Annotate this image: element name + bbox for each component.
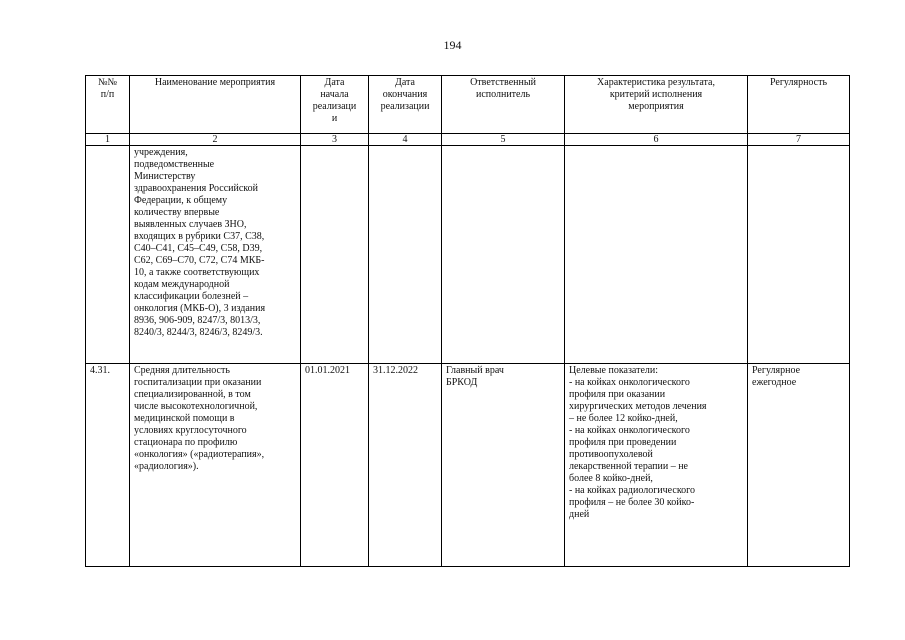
header-name: Наименование мероприятия — [130, 76, 301, 134]
table-row — [86, 146, 850, 364]
row-regularity — [748, 146, 850, 364]
column-number: 5 — [442, 134, 565, 146]
row-regularity: Регулярное ежегодное — [748, 364, 850, 567]
column-number: 6 — [565, 134, 748, 146]
row-result: Целевые показатели: - на койках онкологического профиля при оказании хирургических методов лечения – не более 12 койко-дней, - на койках онкологического профиля при проведении противоопухолевой лекарственной терапии – не более 8 койко-дней, - на койках радиологического профиля – не более 30 койко- дней — [565, 364, 748, 567]
row-responsible: Главный врач БРКОД — [442, 364, 565, 567]
row-name: Средняя длительность госпитализации при оказании специализированной, в том числе высокотехнологичной, медицинской помощи в условиях круглосуточного стационара по профилю «онкология» («радиотерапия», «радиология»). — [130, 364, 301, 567]
row-result — [565, 146, 748, 364]
column-number-row — [86, 134, 850, 146]
header-result: Характеристика результата, критерий исполнения мероприятия — [565, 76, 748, 134]
row-num: 4.31. — [86, 364, 130, 567]
page-number: 194 — [443, 38, 462, 52]
row-responsible — [442, 146, 565, 364]
header-num: №№ п/п — [86, 76, 130, 134]
column-number: 4 — [369, 134, 442, 146]
column-number: 2 — [130, 134, 301, 146]
column-number: 7 — [748, 134, 850, 146]
header-start-date: Дата начала реализаци и — [301, 76, 369, 134]
row-name: учреждения, подведомственные Министерству здравоохранения Российской Федерации, к общему количеству впервые выявленных случаев ЗНО, входящих в рубрики С37, С38, С40–С41, С45–С49, С58, D39, С62, С69–С70, С72, С74 МКБ- 10, а также соответствующих кодам международной классификации болезней – онкология (МКБ-О), 3 издания 8936, 906-909, 8247/3, 8013/3, 8240/3, 8244/3, 8246/3, 8249/3. — [130, 146, 301, 364]
column-number: 1 — [86, 134, 130, 146]
row-start-date — [301, 146, 369, 364]
header-responsible: Ответственный исполнитель — [442, 76, 565, 134]
measures-table — [85, 75, 850, 567]
table-row — [86, 364, 850, 567]
header-end-date: Дата окончания реализации — [369, 76, 442, 134]
column-number: 3 — [301, 134, 369, 146]
row-end-date — [369, 146, 442, 364]
header-row — [86, 76, 850, 134]
header-regularity: Регулярность — [748, 76, 850, 134]
row-num — [86, 146, 130, 364]
row-start-date: 01.01.2021 — [301, 364, 369, 567]
row-end-date: 31.12.2022 — [369, 364, 442, 567]
